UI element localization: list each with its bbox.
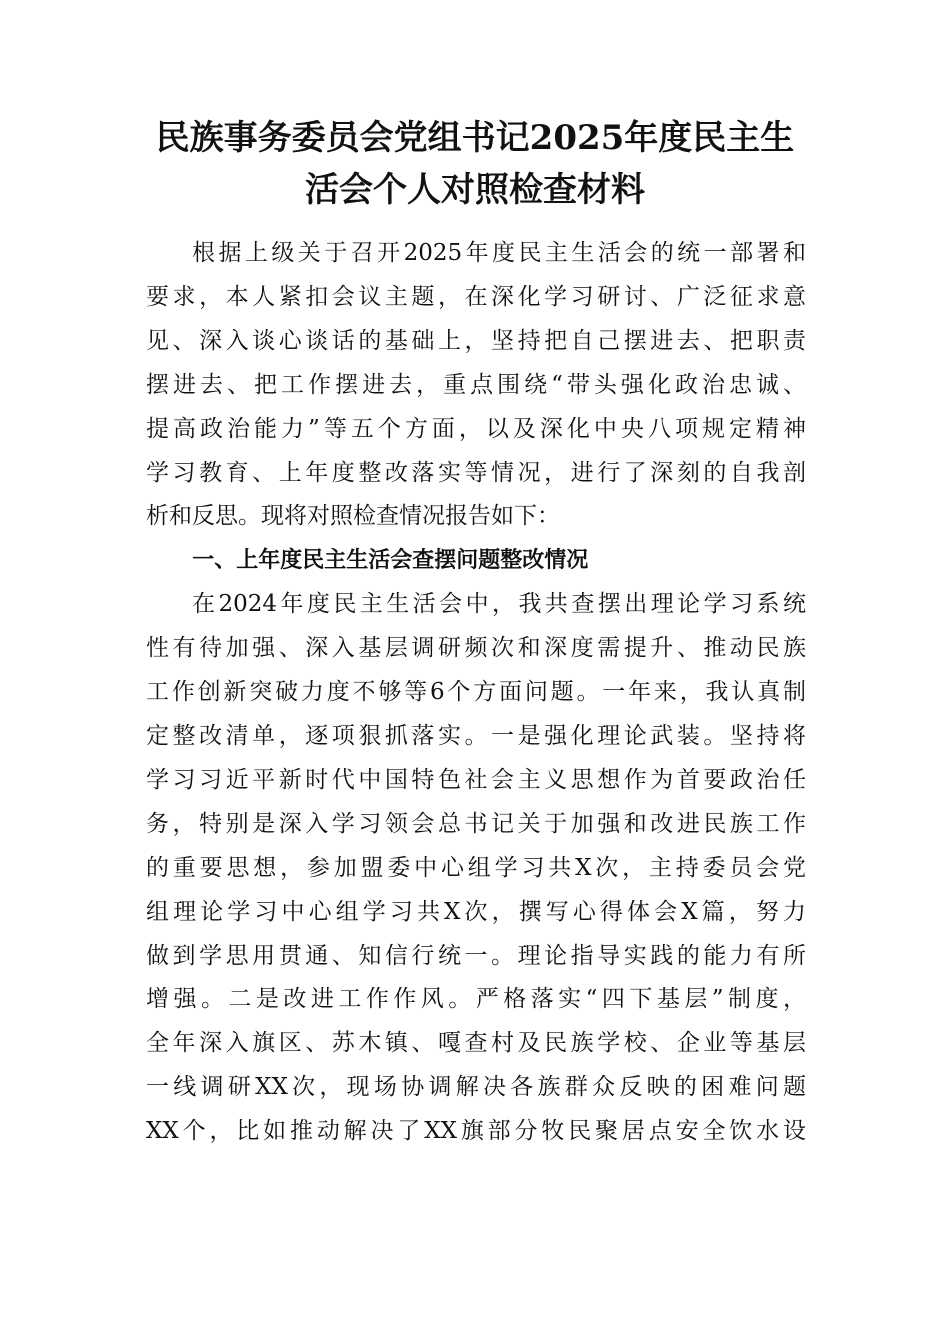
section-1-line: 组理论学习中心组学习共X次，撰写心得体会X篇，努力: [146, 898, 806, 925]
intro-line: 摆进去、把工作摆进去，重点围绕“带头强化政治忠诚、: [146, 371, 806, 398]
intro-line: 根据上级关于召开2025年度民主生活会的统一部署和: [192, 240, 806, 266]
section-1-line: 性有待加强、深入基层调研频次和深度需提升、推动民族: [146, 635, 806, 662]
section-1-line: 增强。二是改进工作作风。严格落实“四下基层”制度，: [146, 986, 806, 1013]
intro-line: 要求，本人紧扣会议主题，在深化学习研讨、广泛征求意: [146, 283, 806, 310]
section-1-heading: 一、上年度民主生活会查摆问题整改情况: [192, 548, 589, 574]
document-body: [146, 232, 806, 1154]
title-line-1: 民族事务委员会党组书记2025年度民主生: [155, 118, 795, 158]
section-1-line: 的重要思想，参加盟委中心组学习共X次，主持委员会党: [146, 854, 806, 881]
section-1-paragraph: [146, 583, 806, 1154]
intro-paragraph: [146, 232, 806, 539]
section-1-line: 定整改清单，逐项狠抓落实。一是强化理论武装。坚持将: [146, 722, 806, 749]
section-1-line: 学习习近平新时代中国特色社会主义思想作为首要政治任: [146, 766, 806, 793]
section-1-line: 在2024年度民主生活会中，我共查摆出理论学习系统: [192, 591, 806, 618]
section-1-line: XX个，比如推动解决了XX旗部分牧民聚居点安全饮水设: [146, 1118, 806, 1145]
intro-line: 析和反思。现将对照检查情况报告如下：: [146, 503, 560, 530]
document-title: [120, 112, 830, 216]
section-1-line: 务，特别是深入学习领会总书记关于加强和改进民族工作: [146, 810, 806, 837]
section-1-line: 做到学思用贯通、知信行统一。理论指导实践的能力有所: [146, 942, 806, 969]
intro-line: 见、深入谈心谈话的基础上，坚持把自己摆进去、把职责: [146, 327, 806, 354]
intro-line: 提高政治能力”等五个方面，以及深化中央八项规定精神: [146, 415, 806, 442]
section-1-line: 一线调研XX次，现场协调解决各族群众反映的困难问题: [146, 1074, 806, 1101]
intro-line: 学习教育、上年度整改落实等情况，进行了深刻的自我剖: [146, 459, 806, 486]
title-line-2: 活会个人对照检查材料: [305, 170, 645, 210]
section-1-line: 工作创新突破力度不够等6个方面问题。一年来，我认真制: [146, 679, 806, 706]
section-1-line: 全年深入旗区、苏木镇、嘎查村及民族学校、企业等基层: [146, 1030, 806, 1057]
